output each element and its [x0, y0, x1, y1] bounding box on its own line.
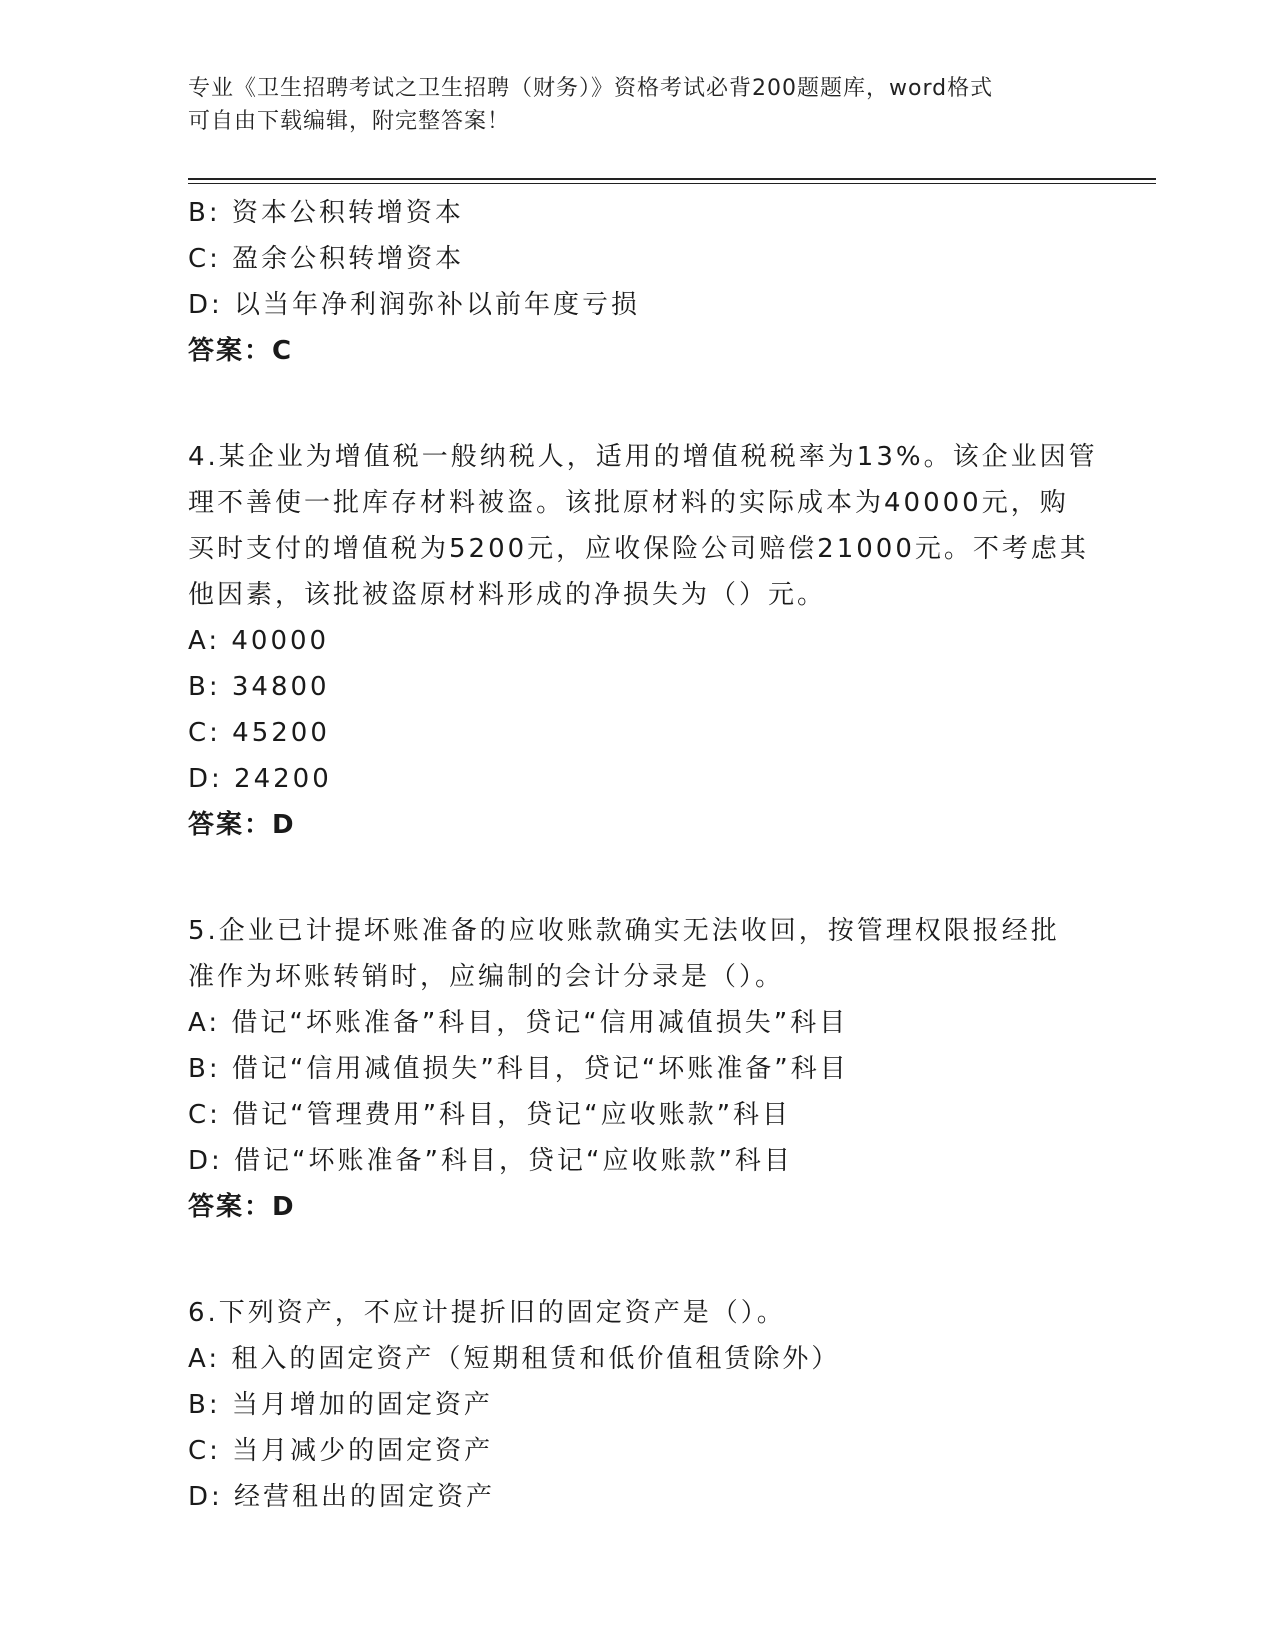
question-4 [188, 434, 1098, 848]
answer-line: 答案：D [188, 1192, 296, 1222]
spacer [188, 374, 1088, 420]
question-6 [188, 1290, 1088, 1520]
option-d: D: 经营租出的固定资产 [188, 1482, 496, 1512]
question-5 [188, 908, 1088, 1230]
option-c: C: 盈余公积转增资本 [188, 244, 465, 274]
option-a: A: 借记“坏账准备”科目，贷记“信用减值损失”科目 [188, 1008, 849, 1038]
header-divider-thick [188, 178, 1156, 180]
question-stem-line: 5.企业已计提坏账准备的应收账款确实无法收回，按管理权限报经批 [188, 916, 1060, 946]
spacer [188, 1276, 1088, 1290]
question-stem-line: 4.某企业为增值税一般纳税人，适用的增值税税率为13%。该企业因管 [188, 442, 1098, 472]
option-c: C: 当月减少的固定资产 [188, 1436, 494, 1466]
question-stem-line: 6.下列资产，不应计提折旧的固定资产是（）。 [188, 1298, 786, 1328]
option-a: A: 40000 [188, 626, 330, 656]
answer-line: 答案：C [188, 336, 294, 366]
option-b: B: 资本公积转增资本 [188, 198, 464, 228]
question-content [188, 190, 1098, 1520]
question-stem-line: 买时支付的增值税为5200元，应收保险公司赔偿21000元。不考虑其 [188, 534, 1089, 564]
header-divider-thin [188, 183, 1156, 184]
question-stem-line: 准作为坏账转销时，应编制的会计分录是（）。 [188, 962, 785, 992]
spacer [188, 894, 1088, 908]
option-b: B: 借记“信用减值损失”科目，贷记“坏账准备”科目 [188, 1054, 849, 1084]
option-d: D: 24200 [188, 764, 332, 794]
header-title-line-1: 专业《卫生招聘考试之卫生招聘（财务）》资格考试必背200题题库，word格式 [188, 76, 994, 101]
option-a: A: 租入的固定资产（短期租赁和低价值租赁除外） [188, 1344, 841, 1374]
question-3-continuation [188, 190, 1088, 374]
option-c: C: 45200 [188, 718, 330, 748]
option-b: B: 34800 [188, 672, 330, 702]
option-d: D: 借记“坏账准备”科目，贷记“应收账款”科目 [188, 1146, 793, 1176]
answer-line: 答案：D [188, 810, 296, 840]
spacer [188, 420, 1088, 434]
question-stem-line: 他因素，该批被盗原材料形成的净损失为（）元。 [188, 580, 827, 610]
question-stem-line: 理不善使一批库存材料被盗。该批原材料的实际成本为40000元，购 [188, 488, 1069, 518]
spacer [188, 848, 1088, 894]
header-title-line-2: 可自由下载编辑，附完整答案！ [188, 109, 511, 134]
document-header [188, 72, 1088, 138]
option-b: B: 当月增加的固定资产 [188, 1390, 493, 1420]
spacer [188, 1230, 1088, 1276]
option-d: D: 以当年净利润弥补以前年度亏损 [188, 290, 641, 320]
option-c: C: 借记“管理费用”科目，贷记“应收账款”科目 [188, 1100, 792, 1130]
